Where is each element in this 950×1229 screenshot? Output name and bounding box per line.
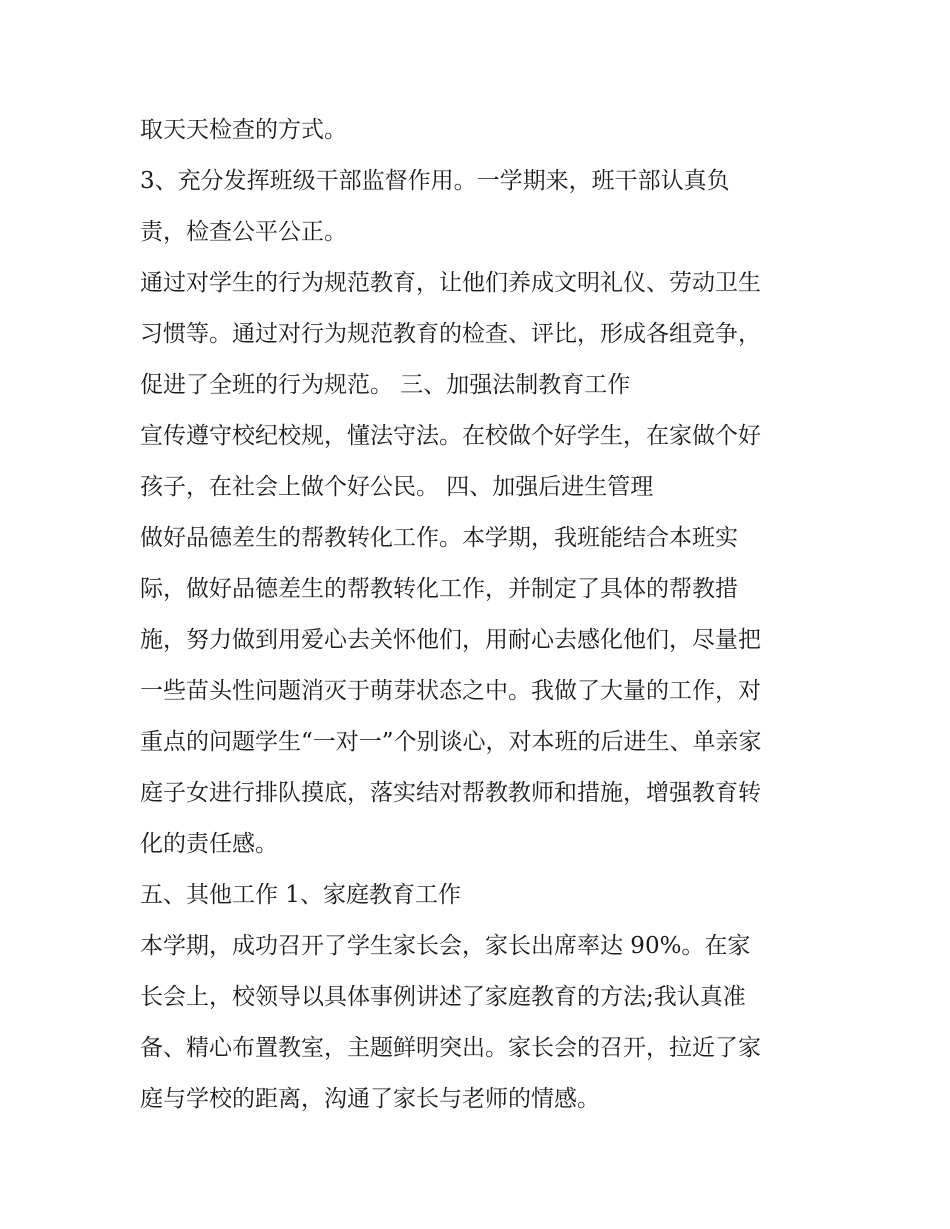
text-line: 3、充分发挥班级干部监督作用。一学期来，班干部认真负 <box>140 168 730 194</box>
text-line: 取天天检查的方式。 <box>140 117 347 143</box>
text-line: 庭与学校的距离，沟通了家长与老师的情感。 <box>140 1086 600 1112</box>
text-line: 促进了全班的行为规范。 三、加强法制教育工作 <box>140 372 631 398</box>
text-line: 本学期，成功召开了学生家长会，家长出席率达 90%。在家 <box>140 933 751 959</box>
text-line: 长会上，校领导以具体事例讲述了家庭教育的方法;我认真准 <box>140 984 746 1010</box>
text-line: 化的责任感。 <box>140 831 278 857</box>
text-line: 重点的问题学生“一对一”个别谈心，对本班的后进生、单亲家 <box>140 729 762 755</box>
text-line: 做好品德差生的帮教转化工作。本学期，我班能结合本班实 <box>140 525 738 551</box>
text-line: 五、其他工作 1、家庭教育工作 <box>140 882 461 908</box>
text-line: 宣传遵守校纪校规，懂法守法。在校做个好学生，在家做个好 <box>140 423 761 449</box>
text-line: 责，检查公平公正。 <box>140 219 347 245</box>
text-line: 孩子，在社会上做个好公民。 四、加强后进生管理 <box>140 474 654 500</box>
text-line: 施，努力做到用爱心去关怀他们，用耐心去感化他们，尽量把 <box>140 627 761 653</box>
text-line: 一些苗头性问题消灭于萌芽状态之中。我做了大量的工作，对 <box>140 678 761 704</box>
text-line: 际，做好品德差生的帮教转化工作，并制定了具体的帮教措 <box>140 576 738 602</box>
text-line: 备、精心布置教室，主题鲜明突出。家长会的召开，拉近了家 <box>140 1035 761 1061</box>
text-line: 庭子女进行排队摸底，落实结对帮教教师和措施，增强教育转 <box>140 780 761 806</box>
text-line: 通过对学生的行为规范教育，让他们养成文明礼仪、劳动卫生 <box>140 270 761 296</box>
text-line: 习惯等。通过对行为规范教育的检查、评比，形成各组竞争， <box>140 321 761 347</box>
